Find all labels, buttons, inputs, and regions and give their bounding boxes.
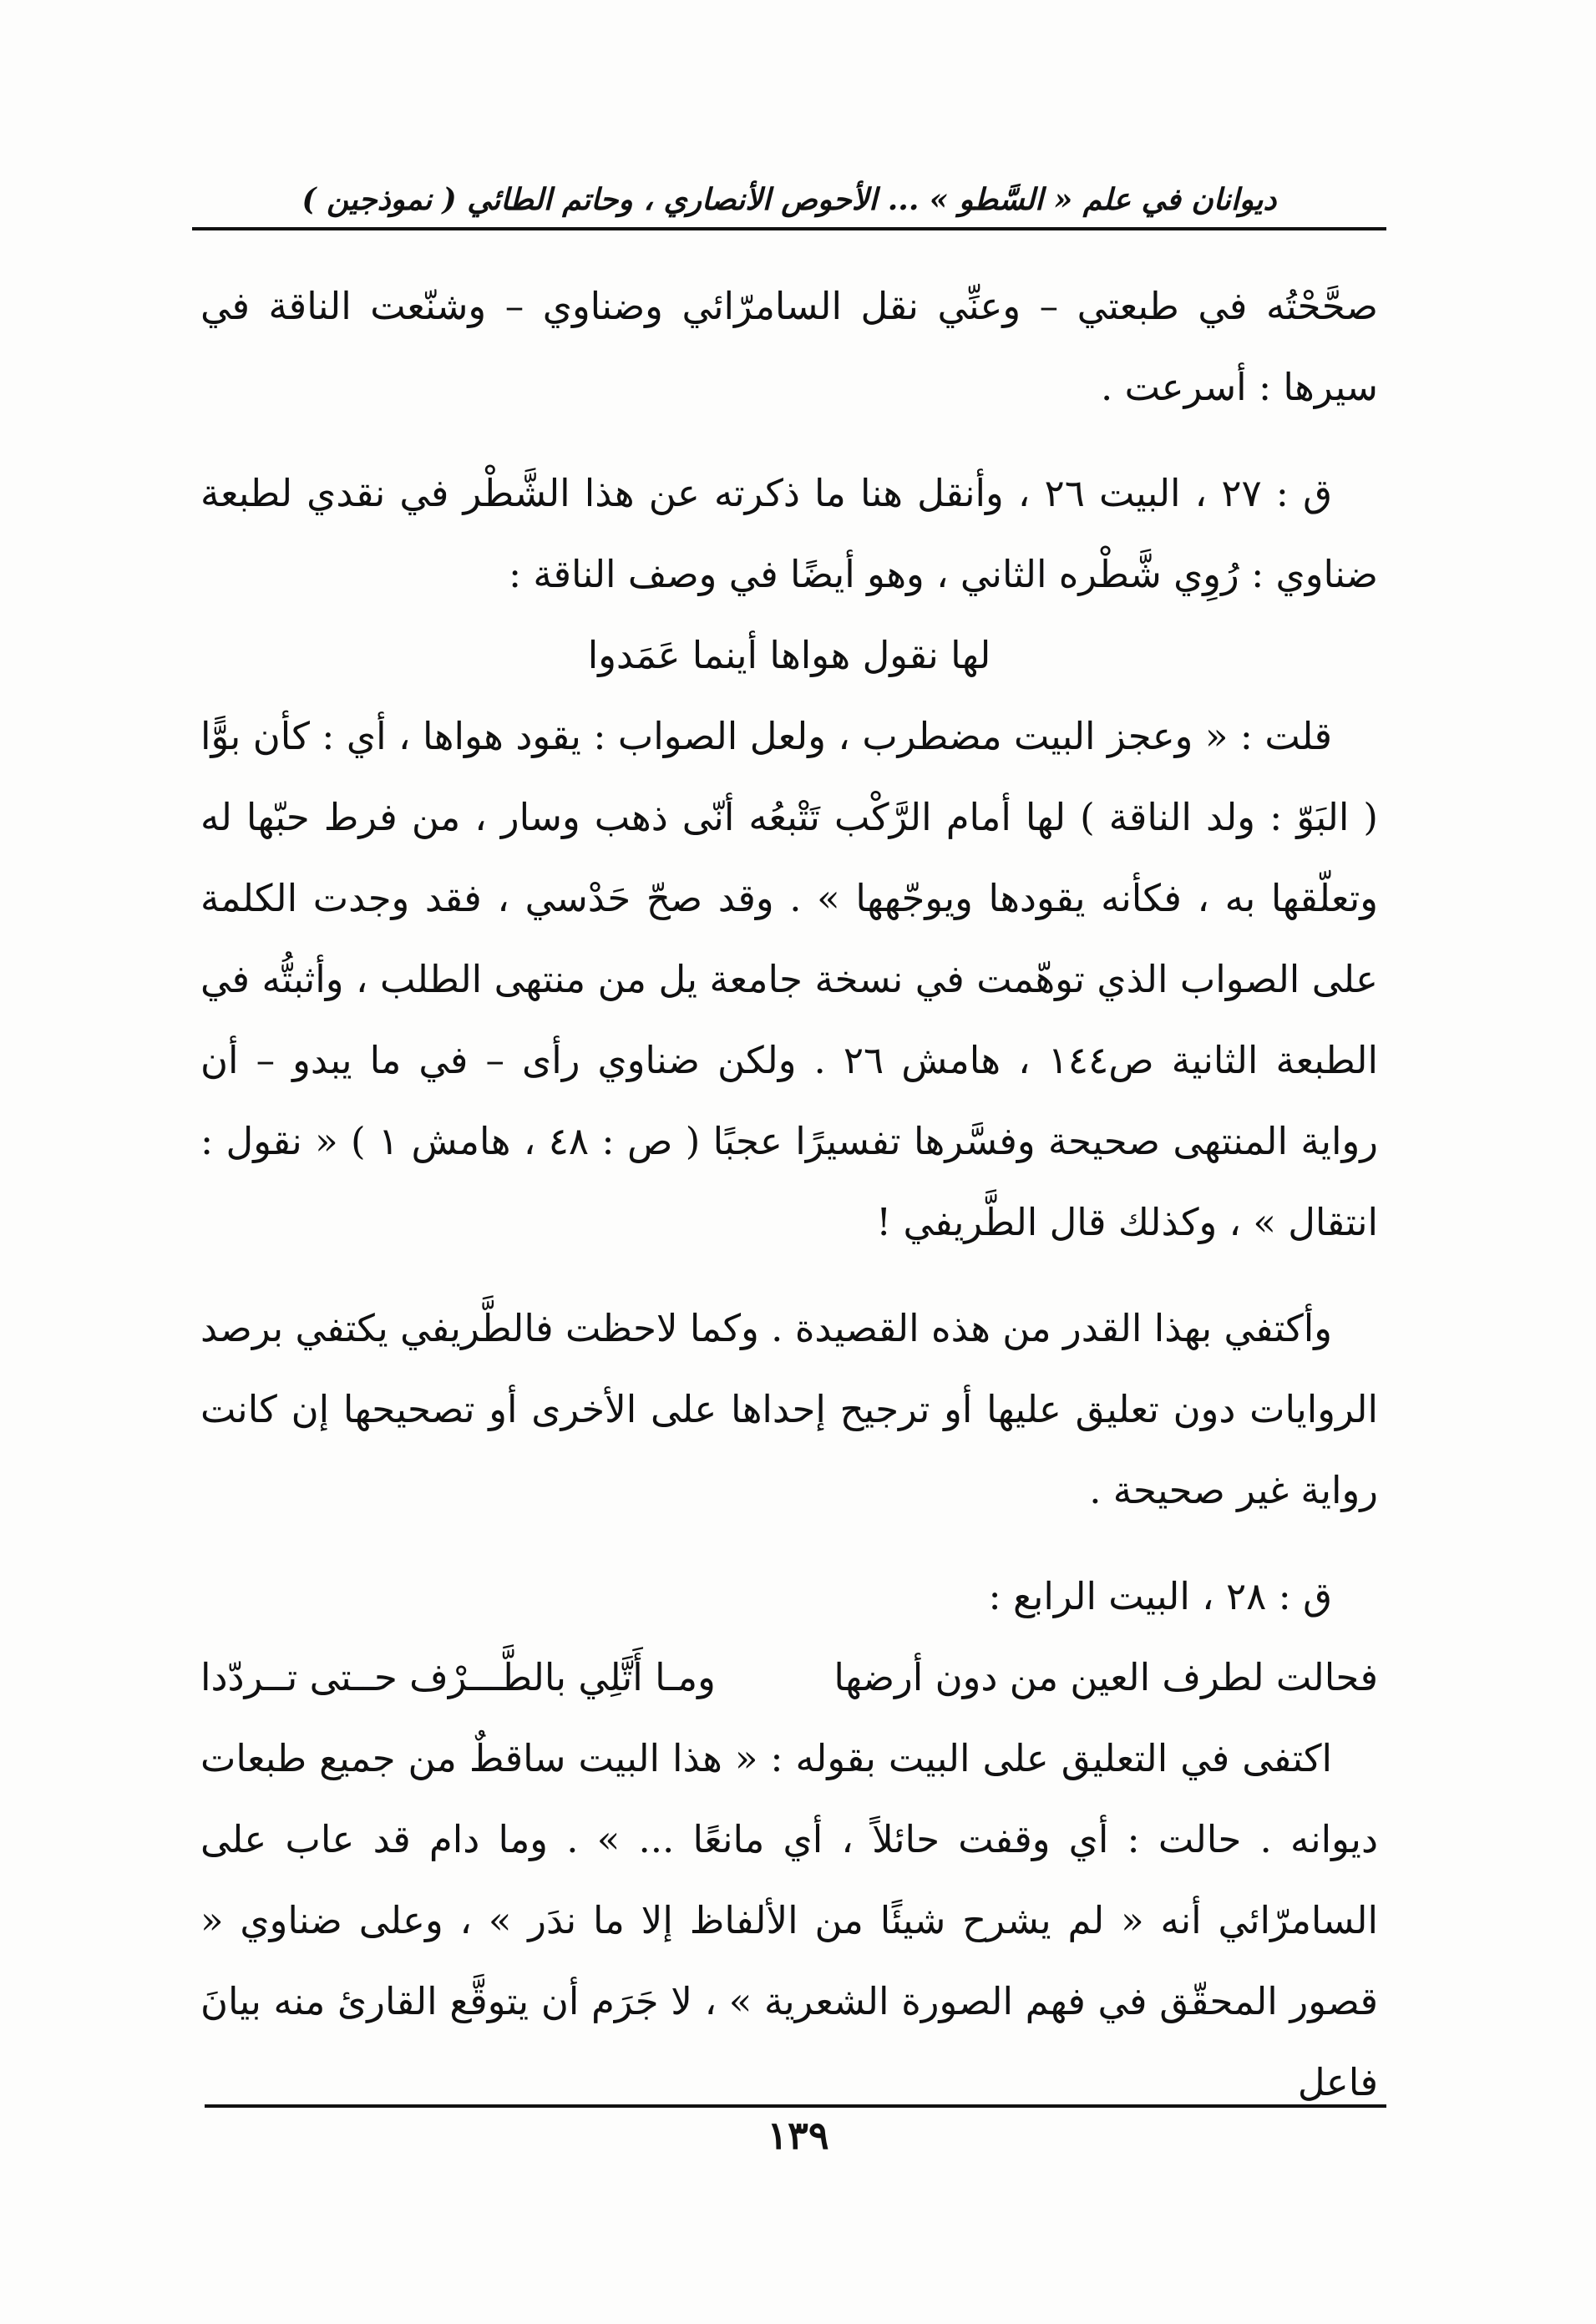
paragraph-2: ق : ٢٧ ، البيت ٢٦ ، وأنقل هنا ما ذكرته عن هذا الشَّطْر في نقدي لطبعة ضناوي : رُوِي شَّطْره الثاني ، وهو أيضًا في وصف الناقة : <box>200 471 1378 596</box>
body-text <box>200 266 1378 2123</box>
paragraph-5: ق : ٢٨ ، البيت الرابع : <box>988 1574 1332 1618</box>
paragraph-gap <box>200 1531 1378 1556</box>
paragraph-6: اكتفى في التعليق على البيت بقوله : « هذا البيت ساقطٌ من جميع طبعات ديوانه . حالت : أي وقفت حائلاً ، أي مانعًا ... » . وما دام قد عاب على السامرّائي أنه « لم يشرح شيئًا من الألفاظ إلا ما ندَر » ، وعلى ضناوي « قصور المحقّق في فهم الصورة الشعرية » ، لا جَرَم أن يتوقَّع القارئ منه بيانَ فاعل <box>200 1736 1378 2104</box>
verse-first-hemistich: فحالت لطرف العين من دون أرضها <box>833 1655 1378 1699</box>
page-number: ١٣٩ <box>767 2113 829 2158</box>
paragraph-4: وأكتفي بهذا القدر من هذه القصيدة . وكما لاحظت فالطَّريفي يكتفي برصد الروايات دون تعليق عليها أو ترجيح إحداها على الأخرى أو تصحيحها إن كانت رواية غير صحيحة . <box>200 1306 1378 1512</box>
verse-line-2 <box>200 1637 1378 1718</box>
paragraph-gap <box>200 428 1378 453</box>
footer-rule <box>205 2104 1386 2108</box>
header-rule <box>192 227 1386 230</box>
paragraph-3: قلت : « وعجز البيت مضطرب ، ولعل الصواب : يقود هواها ، أي : كأن بوًّا ( البَوّ : ولد الناقة ) لها أمام الرَّكْب تَتْبعُه أنّى ذهب وسار ، من فرط حبّها له وتعلّقها به ، فكأنه يقودها ويوجّهها » . وقد صحّ حَدْسي ، فقد وجدت الكلمة على الصواب الذي توهّمت في نسخة جامعة يل من منتهى الطلب ، وأثبتُّه في الطبعة الثانية ص١٤٤ ، هامش ٢٦ . ولكن ضناوي رأى – في ما يبدو – أن رواية المنتهى صحيحة وفسَّرها تفسيرًا عجبًا ( ص : ٤٨ ، هامش ١ ) « نقول : انتقال » ، وكذلك قال الطَّريفي ! <box>200 714 1378 1244</box>
running-header: ديوانان في علم « السَّطو » ... الأحوص الأنصاري ، وحاتم الطائي ( نموذجين ) <box>301 182 1277 217</box>
verse-second-hemistich: ومـا أَتَّلِي بالطَّـــرْف حــتى تــردّدا <box>200 1655 716 1699</box>
verse-line-1: لها نقول هواها أينما عَمَدوا <box>587 633 991 677</box>
paragraph-gap <box>200 1263 1378 1288</box>
paragraph-1: صحَّحْتُه في طبعتي – وعنِّي نقل السامرّائي وضناوي – وشنّعت الناقة في سيرها : أسرعت . <box>200 284 1378 409</box>
